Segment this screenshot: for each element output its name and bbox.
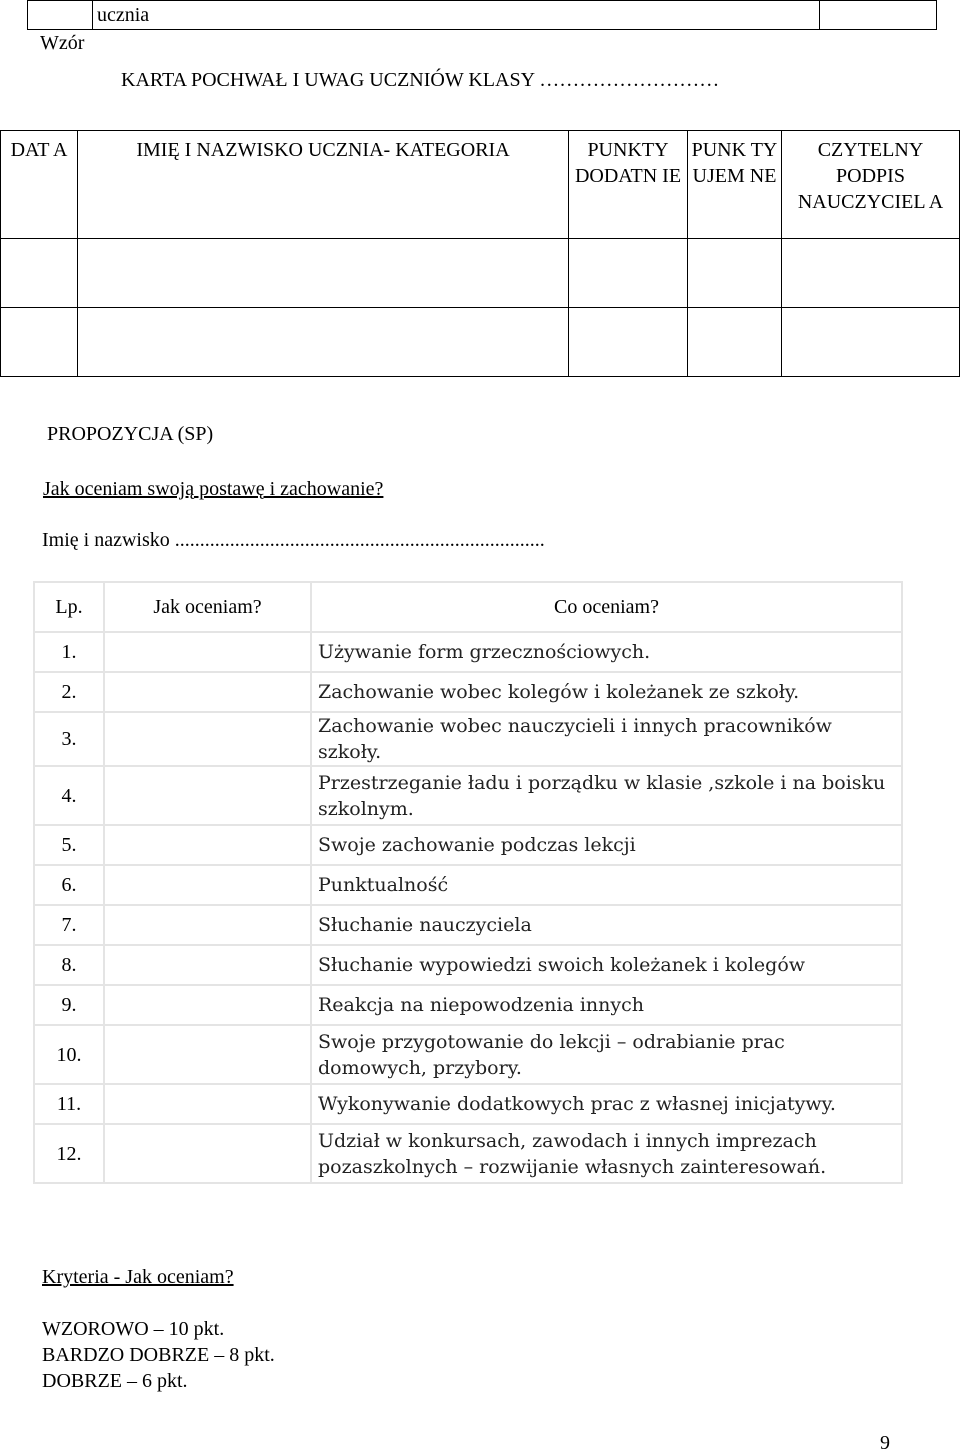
assessment-cell[interactable] [104,712,311,766]
row-number: 2. [34,672,104,712]
assessment-cell[interactable] [104,632,311,672]
header-strip-cell: ucznia [93,1,820,30]
table-row [34,632,902,672]
assessment-cell[interactable] [104,1025,311,1084]
criteria-heading: Kryteria - Jak oceniam? [42,1266,234,1288]
criterion-text: Używanie form grzecznościowych. [311,632,902,672]
table-cell[interactable] [688,308,782,377]
row-number: 8. [34,945,104,985]
score-line: BARDZO DOBRZE – 8 pkt. [42,1344,275,1366]
table-row [34,766,902,825]
grade-table [0,130,960,377]
table-row [34,712,902,766]
score-line: DOBRZE – 6 pkt. [42,1370,188,1392]
table-row [34,672,902,712]
table-row [1,239,960,308]
table-row [34,945,902,985]
name-line: Imię i nazwisko .......................................................................... [42,529,545,551]
assessment-cell[interactable] [104,1124,311,1183]
row-number: 12. [34,1124,104,1183]
page-number: 9 [880,1432,890,1454]
header-strip-cell [820,1,937,30]
table-cell[interactable] [569,308,688,377]
criteria-header-how: Jak oceniam? [104,582,311,632]
criterion-text: Zachowanie wobec kolegów i koleżanek ze szkoły. [311,672,902,712]
grade-table-header-row [1,131,960,239]
table-row [34,905,902,945]
column-header-date: DAT A [1,131,78,239]
table-cell[interactable] [78,239,569,308]
assessment-cell[interactable] [104,865,311,905]
assessment-cell[interactable] [104,1084,311,1124]
table-row [34,1084,902,1124]
assessment-cell[interactable] [104,825,311,865]
table-row [1,308,960,377]
table-cell[interactable] [569,239,688,308]
table-row [34,865,902,905]
row-number: 11. [34,1084,104,1124]
assessment-cell[interactable] [104,672,311,712]
assessment-cell[interactable] [104,985,311,1025]
criteria-header-row [34,582,902,632]
column-header-name: IMIĘ I NAZWISKO UCZNIA- KATEGORIA [78,131,569,239]
karta-title: KARTA POCHWAŁ I UWAG UCZNIÓW KLASY ……………………… [121,69,720,91]
table-row [34,1025,902,1084]
table-row [34,985,902,1025]
criterion-text: Reakcja na niepowodzenia innych [311,985,902,1025]
column-header-signature: CZYTELNY PODPIS NAUCZYCIEL A [782,131,960,239]
table-cell[interactable] [1,239,78,308]
criterion-text: Słuchanie wypowiedzi swoich koleżanek i kolegów [311,945,902,985]
column-header-negative: PUNK TY UJEM NE [688,131,782,239]
wzor-label: Wzór [40,32,85,54]
table-cell[interactable] [1,308,78,377]
row-number: 3. [34,712,104,766]
criteria-table [33,581,903,1184]
column-header-positive: PUNKTY DODATN IE [569,131,688,239]
criterion-text: Udział w konkursach, zawodach i innych imprezach pozaszkolnych – rozwijanie własnych zainteresowań. [311,1124,902,1183]
table-cell[interactable] [782,308,960,377]
criteria-header-lp: Lp. [34,582,104,632]
row-number: 4. [34,766,104,825]
criterion-text: Zachowanie wobec nauczycieli i innych pracowników szkoły. [311,712,902,766]
assessment-cell[interactable] [104,766,311,825]
row-number: 5. [34,825,104,865]
self-assessment-title: Jak oceniam swoją postawę i zachowanie? [43,478,384,500]
header-strip-cell [28,1,93,30]
criteria-header-what: Co oceniam? [311,582,902,632]
row-number: 9. [34,985,104,1025]
table-row [34,1124,902,1183]
criterion-text: Swoje zachowanie podczas lekcji [311,825,902,865]
table-row [34,825,902,865]
propozycja-heading: PROPOZYCJA (SP) [47,423,214,445]
assessment-cell[interactable] [104,945,311,985]
criterion-text: Przestrzeganie ładu i porządku w klasie ,szkole i na boisku szkolnym. [311,766,902,825]
score-line: WZOROWO – 10 pkt. [42,1318,225,1340]
criterion-text: Swoje przygotowanie do lekcji – odrabianie prac domowych, przybory. [311,1025,902,1084]
table-cell[interactable] [78,308,569,377]
table-cell[interactable] [688,239,782,308]
row-number: 6. [34,865,104,905]
table-cell[interactable] [782,239,960,308]
criterion-text: Słuchanie nauczyciela [311,905,902,945]
row-number: 1. [34,632,104,672]
row-number: 10. [34,1025,104,1084]
assessment-cell[interactable] [104,905,311,945]
criterion-text: Punktualność [311,865,902,905]
row-number: 7. [34,905,104,945]
header-strip-table [27,0,937,30]
criterion-text: Wykonywanie dodatkowych prac z własnej inicjatywy. [311,1084,902,1124]
